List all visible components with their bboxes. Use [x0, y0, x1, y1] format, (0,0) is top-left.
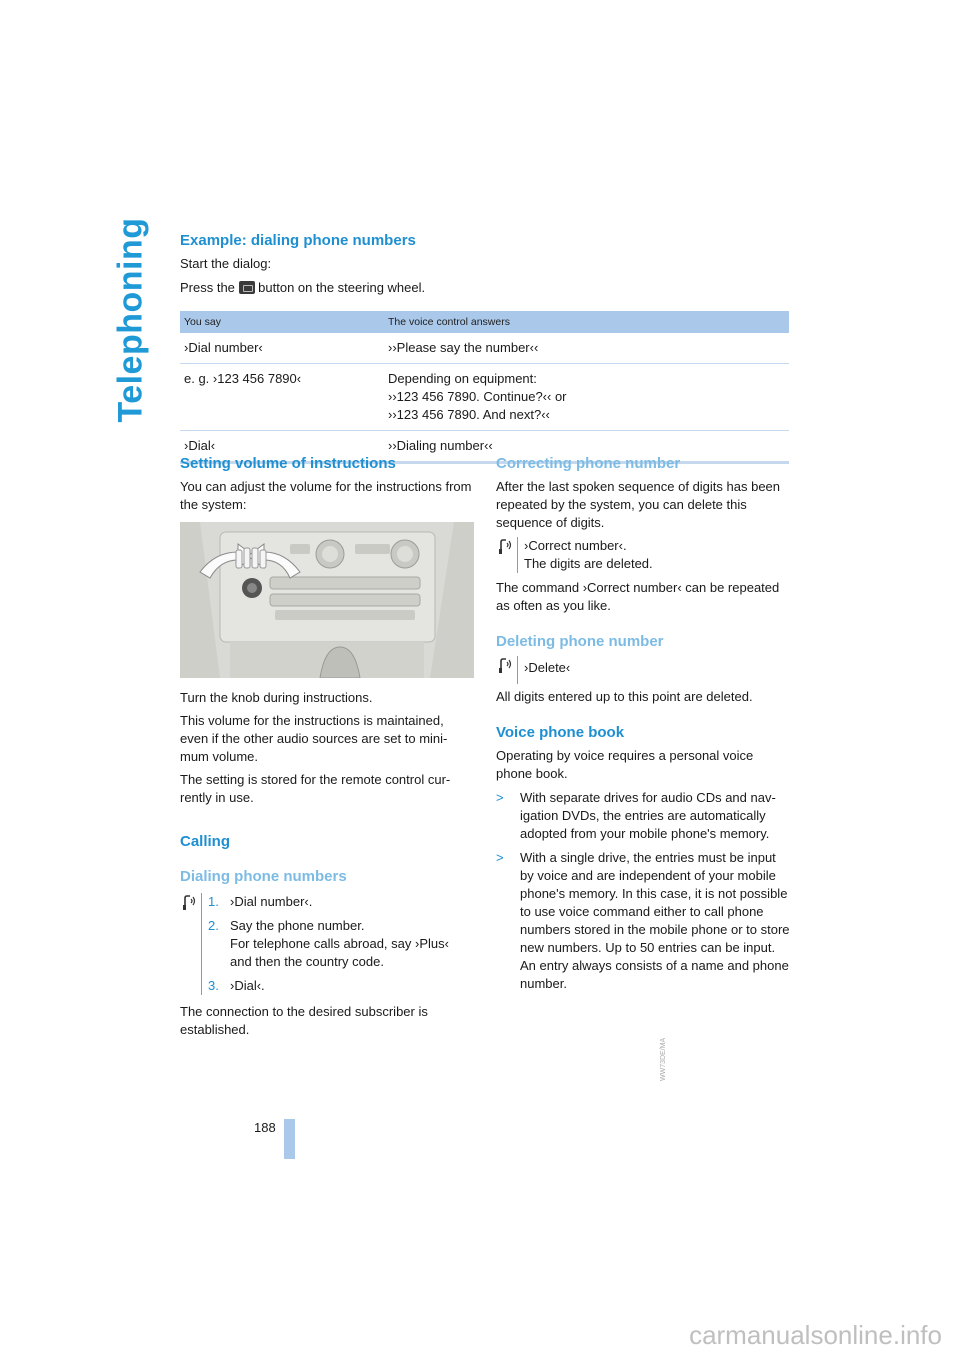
right-column [496, 455, 792, 999]
step-line: and then the country code. [230, 954, 384, 969]
voice-command-icon [497, 539, 513, 555]
deleting-note: All digits entered up to this point are deleted. [496, 689, 753, 704]
dialog-table [180, 311, 789, 464]
phonebook-bullets [496, 789, 792, 993]
calling-heading: Calling [180, 833, 231, 850]
bullet-text: With separate drives for audio CDs and nav-igation DVDs, the entries are automatically adopted from your mobile phone's memory. [520, 790, 776, 841]
table-cell-say: ›Dial‹ [180, 431, 384, 463]
volume-intro: You can adjust the volume for the instructions from the system: [180, 479, 472, 512]
deleting-heading: Deleting phone number [496, 633, 664, 650]
correct-command: ›Correct number‹. [524, 538, 627, 553]
image-code: WW73DE/MA [660, 1037, 667, 1081]
step-line: For telephone calls abroad, say ›Plus‹ [230, 936, 449, 951]
dialog-table-wrap [180, 311, 789, 464]
voice-command-icon [181, 895, 197, 911]
bullet-mark: > [496, 790, 504, 805]
table-cell-say: e. g. ›123 456 7890‹ [180, 364, 384, 431]
console-photo [180, 522, 474, 678]
table-cell-answer [384, 364, 789, 431]
watermark-text: carmanualsonline.info [689, 1320, 942, 1350]
correct-command-box [496, 537, 792, 573]
answer-line: ››Dialing number‹‹ [388, 438, 493, 453]
chapter-title-text: Telephoning [111, 217, 150, 423]
example-heading: Example: dialing phone numbers [180, 232, 416, 249]
table-row [180, 364, 789, 431]
delete-command: ›Delete‹ [524, 660, 571, 675]
step-number: 1. [208, 894, 219, 909]
page-number: 188 [254, 1120, 276, 1135]
console-illustration [180, 522, 474, 678]
voice-command-icon [497, 658, 513, 674]
step-number: 2. [208, 918, 219, 933]
bullet-mark: > [496, 850, 504, 865]
table-header-answers: The voice control answers [384, 311, 789, 333]
answer-line: ››123 456 7890. And next?‹‹ [388, 407, 550, 422]
press-after-text: button on the steering wheel. [258, 280, 426, 295]
correcting-heading: Correcting phone number [496, 455, 681, 472]
list-item [208, 977, 475, 995]
calling-result: The connection to the desired subscriber is established. [180, 1004, 428, 1037]
dialing-subheading: Dialing phone numbers [180, 868, 347, 885]
page-marker-bar [284, 1119, 295, 1159]
example-start-text: Start the dialog: [180, 256, 272, 271]
answer-line: Depending on equipment: [388, 371, 537, 386]
table-header-you-say: You say [180, 311, 384, 333]
list-item [208, 893, 475, 911]
list-item [208, 917, 475, 971]
correcting-intro: After the last spoken sequence of digits has been repeated by the system, you can delete this sequence of digits. [496, 479, 781, 530]
list-item [496, 789, 792, 843]
table-row [180, 333, 789, 364]
step-line: ›Dial number‹. [230, 894, 313, 909]
correcting-note: The command ›Correct number‹ can be repeated as often as you like. [496, 580, 780, 613]
answer-line: ››123 456 7890. Continue?‹‹ or [388, 389, 567, 404]
volume-p1: Turn the knob during instructions. [180, 690, 373, 705]
volume-p2: This volume for the instructions is maintained, even if the other audio sources are set to mini-mum volume. [180, 713, 448, 764]
press-before-text: Press the [180, 280, 235, 295]
step-line: ›Dial‹. [230, 978, 265, 993]
step-number: 3. [208, 978, 219, 993]
chapter-side-title [106, 217, 156, 423]
phonebook-heading: Voice phone book [496, 724, 625, 741]
delete-command-box [496, 656, 792, 684]
correct-command-result: The digits are deleted. [524, 556, 653, 571]
phonebook-intro: Operating by voice requires a personal voice phone book. [496, 748, 754, 781]
example-press-text [180, 279, 790, 297]
example-section [180, 232, 790, 297]
volume-p3: The setting is stored for the remote control cur-rently in use. [180, 772, 451, 805]
step-line: Say the phone number. [230, 918, 365, 933]
list-item [496, 849, 792, 993]
table-header-row [180, 311, 789, 333]
bullet-text: With a single drive, the entries must be input by voice and are independent of your mobile phone's memory. In this case, it is not possible to use voice command either to call phone numbers stored in the mobile phone or to store new numbers. Up to 50 entries can be input. An entry always consists of a name and phone number. [520, 850, 790, 991]
table-cell-say: ›Dial number‹ [180, 333, 384, 364]
answer-line: ››Please say the number‹‹ [388, 340, 539, 355]
dialing-steps-box [180, 893, 475, 995]
volume-heading: Setting volume of instructions [180, 455, 396, 472]
table-cell-answer [384, 333, 789, 364]
voice-button-icon [239, 281, 255, 294]
